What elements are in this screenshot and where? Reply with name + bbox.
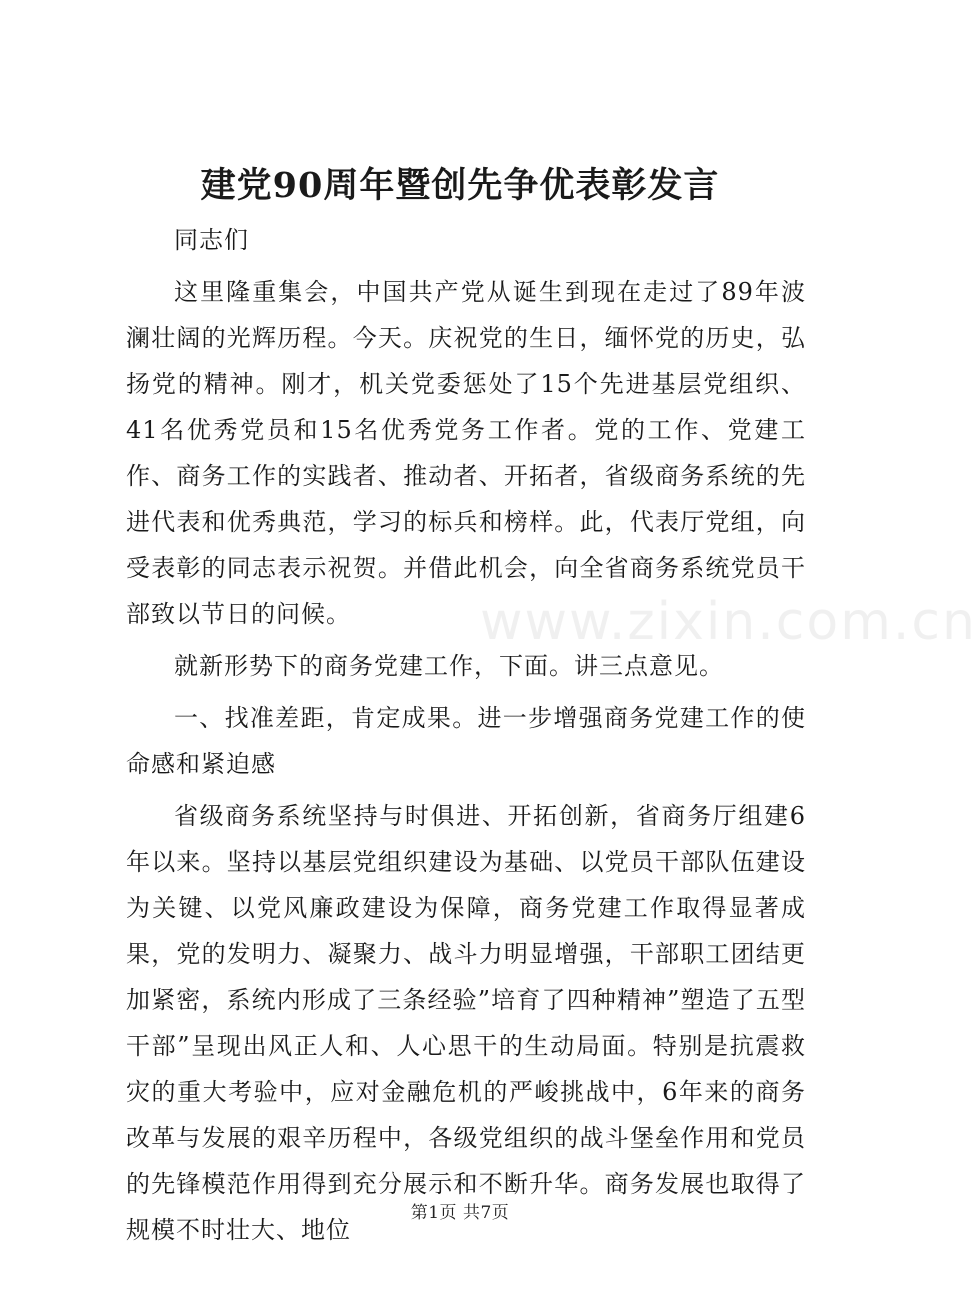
salutation-paragraph: 同志们 (174, 226, 249, 254)
body-paragraph: 省级商务系统坚持与时俱进、开拓创新，省商务厅组建6年以来。坚持以基层党组织建设为基础、以党员干部队伍建设为关键、以党风廉政建设为保障，商务党建工作取得显著成果，党的发明力、凝聚力、战斗力明显增强，干部职工团结更加紧密，系统内形成了三条经验”培育了四种精神”塑造了五型干部”呈现出风正人和、人心思干的生动局面。特别是抗震救灾的重大考验中，应对金融危机的严峻挑战中，6年来的商务改革与发展的艰辛历程中，各级党组织的战斗堡垒作用和党员的先锋模范作用得到充分展示和不断升华。商务发展也取得了规模不时壮大、地位 (126, 802, 806, 1244)
section-heading-paragraph: 一、找准差距，肯定成果。进一步增强商务党建工作的使命感和紧迫感 (126, 704, 806, 778)
page-footer: 第1页 共7页 (410, 1203, 510, 1223)
body-paragraph: 就新形势下的商务党建工作，下面。讲三点意见。 (174, 652, 724, 680)
document-body (126, 217, 806, 1253)
body-paragraph: 这里隆重集会，中国共产党从诞生到现在走过了89年波澜壮阔的光辉历程。今天。庆祝党的生日，缅怀党的历史，弘扬党的精神。刚才，机关党委惩处了15个先进基层党组织、41名优秀党员和15名优秀党务工作者。党的工作、党建工作、商务工作的实践者、推动者、开拓者，省级商务系统的先进代表和优秀典范，学习的标兵和榜样。此，代表厅党组，向受表彰的同志表示祝贺。并借此机会，向全省商务系统党员干部致以节日的问候。 (126, 278, 806, 628)
document-title: 建党90周年暨创先争优表彰发言 (200, 165, 720, 206)
watermark-text: www.zixin.com.cn (480, 592, 977, 652)
